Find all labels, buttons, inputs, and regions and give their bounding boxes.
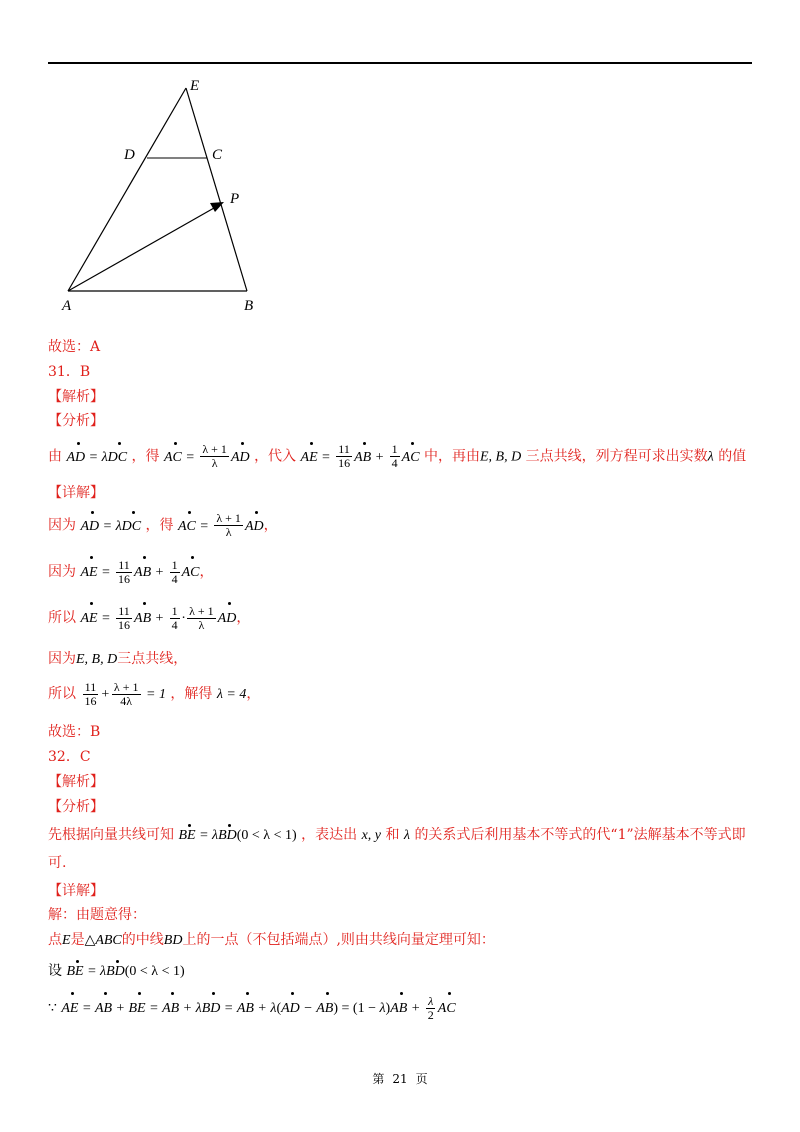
step-suoyi-2: 所以 $\frac{11}{16}$ + $\frac{\lambda + 1}{4\lambda}$ = 1 ，解得 λ = 4， [48,679,261,708]
label-c: C [212,147,223,163]
section-jiexi-2: 【解析】 [48,774,104,790]
section-jiexi: 【解析】 [48,389,104,405]
derivation-line: ∵ AE = AB + BE = AB + λBD = AB + λ(AD − AB) = (1 − λ)AB + $\frac{\lambda}{2}$ AC [48,993,456,1022]
vector-ap [68,208,214,291]
section-xiangjie-2: 【详解】 [48,883,104,899]
header-rule [48,62,752,64]
solution-intro: 解：由题意得： [48,907,146,923]
analysis-32-line-1: 先根据向量共线可知 BE = λBD(0 < λ < 1) ，表达出 x, y 和 λ 的关系式后利用基本不等式的代“1”法解基本不等式即 [48,827,746,843]
answer-line-a: 故选：A [48,339,101,355]
point-e-statement: 点E是△ABC的中线BD上的一点（不包括端点）,则由共线向量定理可知： [48,932,495,948]
section-fenxi-2: 【分析】 [48,799,104,815]
step-because-1: 因为 AD = λDC ，得 AC = $\frac{\lambda + 1}{\lambda}$ AD， [48,511,278,539]
question-31-number: 31．B [48,364,91,380]
geometry-figure [52,72,282,317]
line-ae [68,88,186,291]
step-because-2: 因为 AE = $\frac{11}{16}$ AB + $\frac{1}{4}$ AC， [48,557,214,586]
step-because-3: 因为E, B, D三点共线， [48,651,188,667]
answer-line-b: 故选：B [48,724,101,740]
page-footer: 第 21 页 [372,1072,428,1086]
question-32-number: 32．C [48,749,91,765]
analysis-31-line: 由 AD = λDC ，得 AC = $\frac{\lambda + 1}{\lambda}$ AD ，代入 AE = $\frac{11}{16}$ AB + $\frac{1}{4}$ AC 中，再由E, B, D 三点共线，列方程可求出实数λ 的值 [48,442,747,470]
analysis-32-line-2: 可. [48,855,67,871]
line-eb [186,88,247,291]
label-a: A [62,298,72,314]
step-suoyi-1: 所以 AE = $\frac{11}{16}$ AB + $\frac{1}{4}$ · $\frac{\lambda + 1}{\lambda}$ AD， [48,603,251,632]
label-b: B [244,298,254,314]
section-fenxi: 【分析】 [48,413,104,429]
label-e: E [190,78,200,94]
label-d: D [124,147,135,163]
assume-line: 设 BE = λBD(0 < λ < 1) [48,963,185,979]
section-xiangjie: 【详解】 [48,485,104,501]
label-p: P [230,191,240,207]
